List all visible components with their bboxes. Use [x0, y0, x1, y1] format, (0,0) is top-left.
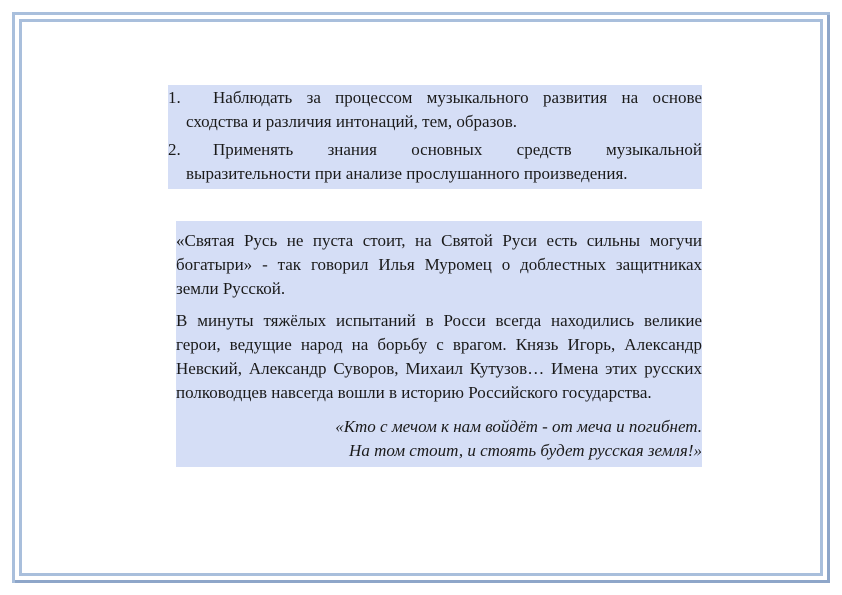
- slide-frame-shadow-right: [827, 15, 830, 583]
- list-item-text: Применять знания основных средств музыкальной выразительности при анализе прослушанного произведения.: [186, 140, 702, 183]
- quote-line-1: «Кто с мечом к нам войдёт - от меча и погибнет.: [335, 417, 702, 436]
- list-item-number: 2.: [168, 140, 181, 159]
- list-item-body: [168, 138, 702, 186]
- slide-frame-shadow-bottom: [15, 580, 830, 583]
- list-item-number: 1.: [168, 88, 181, 107]
- quote-line-2: На том стоит, и стоять будет русская земля!»: [349, 441, 702, 460]
- list-item-text: Наблюдать за процессом музыкального развития на основе сходства и различия интонаций, тем, образов.: [186, 88, 702, 131]
- list-item: [168, 85, 702, 137]
- list-item-body: [168, 86, 702, 134]
- epigraph-quote: [176, 409, 702, 463]
- paragraph-heroes: В минуты тяжёлых испытаний в Росси всегда находились великие герои, ведущие народ на борьбу с врагом. Князь Игорь, Александр Невский, Александр Суворов, Михаил Кутузов… Имена этих русских полководцев навсегда вошли в историю Российского государства.: [176, 311, 702, 402]
- list-item: [168, 137, 702, 189]
- paragraph-bogatyri: «Святая Русь не пуста стоит, на Святой Руси есть сильны могучи богатыри» - так говорил Илья Муромец о доблестных защитниках земли Русской.: [176, 231, 702, 298]
- objectives-list: [168, 85, 702, 189]
- main-text-block: [176, 225, 702, 467]
